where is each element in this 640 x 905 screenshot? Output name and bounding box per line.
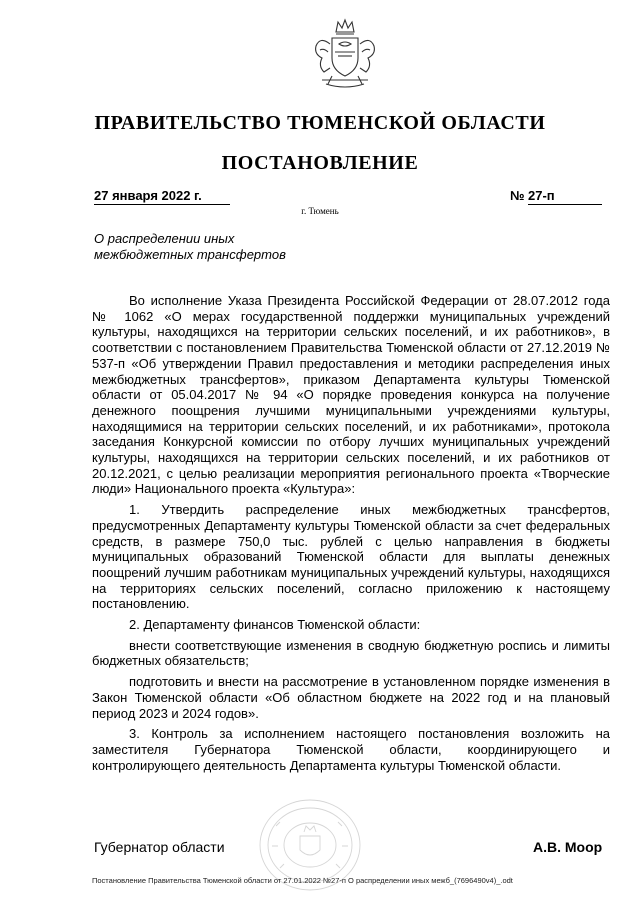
subject-line-1: О распределении иных	[94, 231, 235, 246]
document-subject	[94, 231, 334, 263]
item-1-paragraph: 1. Утвердить распределение иных межбюджетных трансфертов, предусмотренных Департаменту культуры Тюменской области за счет федеральных средств, в размере 750,0 тыс. рублей с целью направления в бюджеты муниципальных образований Тюменской области для выплаты денежных поощрений лучшим работникам муниципальных учреждений культуры, находящихся на территориях сельских поселений, согласно приложению к настоящему постановлению.	[92, 502, 610, 612]
document-number: 27-п	[528, 188, 602, 205]
coat-of-arms-icon	[302, 14, 388, 100]
organization-title: ПРАВИТЕЛЬСТВО ТЮМЕНСКОЙ ОБЛАСТИ	[94, 112, 546, 134]
item-2-paragraph: 2. Департаменту финансов Тюменской области:	[129, 617, 421, 633]
signer-position: Губернатор области	[94, 839, 225, 855]
subject-line-2: межбюджетных трансфертов	[94, 247, 286, 262]
number-sign: №	[510, 188, 525, 203]
document-date: 27 января 2022 г.	[94, 188, 230, 205]
item-2a-paragraph: внести соответствующие изменения в сводную бюджетную роспись и лимиты бюджетных обязательств;	[92, 637, 610, 669]
preamble-paragraph: Во исполнение Указа Президента Российской Федерации от 28.07.2012 года № 1062 «О мерах государственной поддержки муниципальных учреждений культуры, находящихся на территории сельских поселений, и их работников», в соответствии с постановлением Правительства Тюменской области от 27.12.2019 № 537-п «Об утверждении Правил предоставления и методики распределения иных межбюджетных трансфертов», приказом Департамента культуры Тюменской области от 05.04.2017 № 94 «О порядке проведения конкурса на получение денежного поощрения лучшими муниципальными учреждениями культуры, находящимися на территории сельских поселений, и их работниками», протокола заседания Конкурсной комиссии по отбору лучших муниципальных учреждений культуры, находящихся на территории сельских поселений, и их работников от 20.12.2021, с целью реализации мероприятия регионального проекта «Творческие люди» Национального проекта «Культура»:	[92, 293, 610, 497]
item-2b-paragraph: подготовить и внести на рассмотрение в установленном порядке изменения в Закон Тюменской области «Об областном бюджете на 2022 год и на плановый период 2023 и 2024 годов».	[92, 674, 610, 721]
document-footer: Постановление Правительства Тюменской области от 27.01.2022 №27-п О распределении иных межб_(7696490v4)_.odt	[92, 876, 513, 885]
document-number-block	[510, 188, 604, 205]
document-type-title: ПОСТАНОВЛЕНИЕ	[221, 152, 419, 174]
item-3-paragraph: 3. Контроль за исполнением настоящего постановления возложить на заместителя Губернатора Тюменской области, координирующего и контролирующего деятельность Департамента культуры Тюменской области.	[92, 726, 610, 773]
signer-name: А.В. Моор	[533, 839, 603, 855]
document-city: г. Тюмень	[301, 206, 339, 216]
document-body	[92, 293, 610, 773]
